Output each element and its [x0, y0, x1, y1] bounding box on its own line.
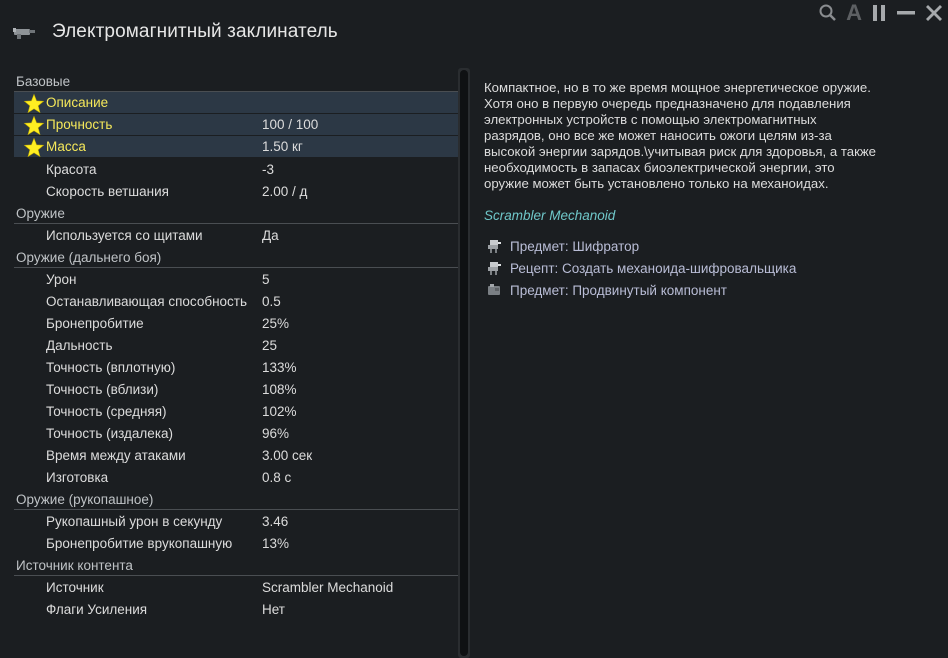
- stat-value: 13%: [262, 535, 290, 551]
- stat-row[interactable]: [14, 92, 458, 114]
- stat-row[interactable]: [14, 400, 458, 422]
- description-line: разрядов, оно все же может наносить ожоги целям из-за: [484, 128, 832, 143]
- stat-row[interactable]: [14, 576, 458, 598]
- stat-row[interactable]: [14, 290, 458, 312]
- star-icon: [23, 115, 45, 137]
- description-line: оружие может быть установлено только на механоидах.: [484, 176, 829, 191]
- stat-row[interactable]: [14, 422, 458, 444]
- close-icon[interactable]: [924, 3, 944, 23]
- stat-category: Оружие (дальнего боя): [14, 246, 458, 268]
- stat-row[interactable]: [14, 268, 458, 290]
- stat-row[interactable]: [14, 466, 458, 488]
- mod-source-name: Scrambler Mechanoid: [484, 208, 616, 223]
- stat-category: Базовые: [14, 70, 458, 92]
- stat-category: Оружие: [14, 202, 458, 224]
- stat-label: Бронепробитие врукопашную: [46, 535, 233, 551]
- stat-value: 96%: [262, 425, 290, 441]
- hyperlink[interactable]: [484, 257, 924, 279]
- description-panel: [484, 80, 924, 301]
- stat-row[interactable]: [14, 598, 458, 620]
- stat-value: -3: [262, 161, 275, 177]
- window-controls: [818, 2, 944, 24]
- stat-value: 3.00 сек: [262, 447, 313, 463]
- stat-value: Scrambler Mechanoid: [262, 579, 394, 595]
- stat-value: 108%: [262, 381, 297, 397]
- window-title: Электромагнитный заклинатель: [52, 21, 338, 42]
- stat-value: 25: [262, 337, 278, 353]
- stat-value: 102%: [262, 403, 297, 419]
- weapon-icon: [10, 22, 38, 42]
- window-header: [8, 14, 338, 50]
- stat-label: Описание: [46, 95, 109, 110]
- description-line: необходимость в запасах биоэлектрической энергии, это: [484, 160, 835, 175]
- hyperlink-label: Предмет: Шифратор: [510, 238, 640, 254]
- stats-panel: [14, 70, 458, 658]
- stat-label: Бронепробитие: [46, 315, 144, 331]
- stat-row[interactable]: [14, 444, 458, 466]
- stat-value: 5: [262, 271, 270, 287]
- stat-label: Время между атаками: [46, 447, 186, 463]
- description-line: электронных устройств с помощью электромагнитных: [484, 112, 817, 127]
- stat-label: Точность (вблизи): [46, 381, 159, 397]
- stat-label: Урон: [46, 271, 77, 287]
- scrollbar[interactable]: [458, 68, 470, 658]
- stat-label: Красота: [46, 161, 97, 177]
- stat-row[interactable]: [14, 334, 458, 356]
- stat-value: 0.5: [262, 293, 281, 309]
- description-line: Хотя оно в первую очередь предназначено для подавления: [484, 96, 851, 111]
- stat-label: Прочность: [46, 117, 113, 132]
- stat-value: Нет: [262, 601, 285, 617]
- mech-icon: [486, 238, 502, 254]
- hyperlink-label: Предмет: Продвинутый компонент: [510, 282, 727, 298]
- hyperlink[interactable]: [484, 279, 924, 301]
- stat-label: Дальность: [46, 337, 113, 353]
- hyperlinks-list: [484, 235, 924, 301]
- scrollbar-thumb[interactable]: [460, 70, 468, 656]
- stat-value: 25%: [262, 315, 290, 331]
- stat-row[interactable]: [14, 114, 458, 136]
- minimize-icon[interactable]: [896, 3, 916, 23]
- hyperlink-label: Рецепт: Создать механоида-шифровальщика: [510, 260, 797, 276]
- stat-row[interactable]: [14, 532, 458, 554]
- star-icon: [23, 93, 45, 115]
- hyperlink[interactable]: [484, 235, 924, 257]
- star-icon: [23, 137, 45, 159]
- stat-value: 0.8 с: [262, 469, 292, 485]
- stat-label: Масса: [46, 139, 86, 154]
- stat-category: Источник контента: [14, 554, 458, 576]
- description-text: [484, 80, 924, 192]
- stat-label: Точность (вплотную): [46, 359, 176, 375]
- stat-value: Да: [262, 227, 279, 243]
- mech-icon: [486, 260, 502, 276]
- stat-category: Оружие (рукопашное): [14, 488, 458, 510]
- stat-label: Используется со щитами: [46, 227, 203, 243]
- font-size-button[interactable]: A: [846, 0, 862, 25]
- description-line: Компактное, но в то же время мощное энергетическое оружие.: [484, 80, 871, 95]
- stat-row[interactable]: [14, 224, 458, 246]
- stat-label: Источник: [46, 579, 104, 595]
- stat-value: 100 / 100: [262, 117, 319, 132]
- stat-label: Точность (средняя): [46, 403, 167, 419]
- stat-label: Флаги Усиления: [46, 601, 148, 617]
- component-icon: [486, 282, 502, 298]
- description-line: высокой энергии зарядов.\учитывая риск для здоровья, а также: [484, 144, 877, 159]
- search-icon[interactable]: [818, 3, 838, 23]
- stat-value: 2.00 / д: [262, 183, 308, 199]
- stat-row[interactable]: [14, 180, 458, 202]
- stat-row[interactable]: [14, 378, 458, 400]
- stat-row[interactable]: [14, 158, 458, 180]
- pause-icon[interactable]: [870, 3, 888, 23]
- stat-label: Останавливающая способность: [46, 293, 248, 309]
- stat-label: Рукопашный урон в секунду: [46, 513, 223, 529]
- stat-row[interactable]: [14, 312, 458, 334]
- stat-label: Изготовка: [46, 469, 109, 485]
- stat-row[interactable]: [14, 356, 458, 378]
- stat-value: 1.50 кг: [262, 139, 303, 154]
- stat-value: 133%: [262, 359, 297, 375]
- stat-row[interactable]: [14, 136, 458, 158]
- stat-row[interactable]: [14, 510, 458, 532]
- stat-value: 3.46: [262, 513, 289, 529]
- stat-label: Точность (издалека): [46, 425, 174, 441]
- stat-label: Скорость ветшания: [46, 183, 169, 199]
